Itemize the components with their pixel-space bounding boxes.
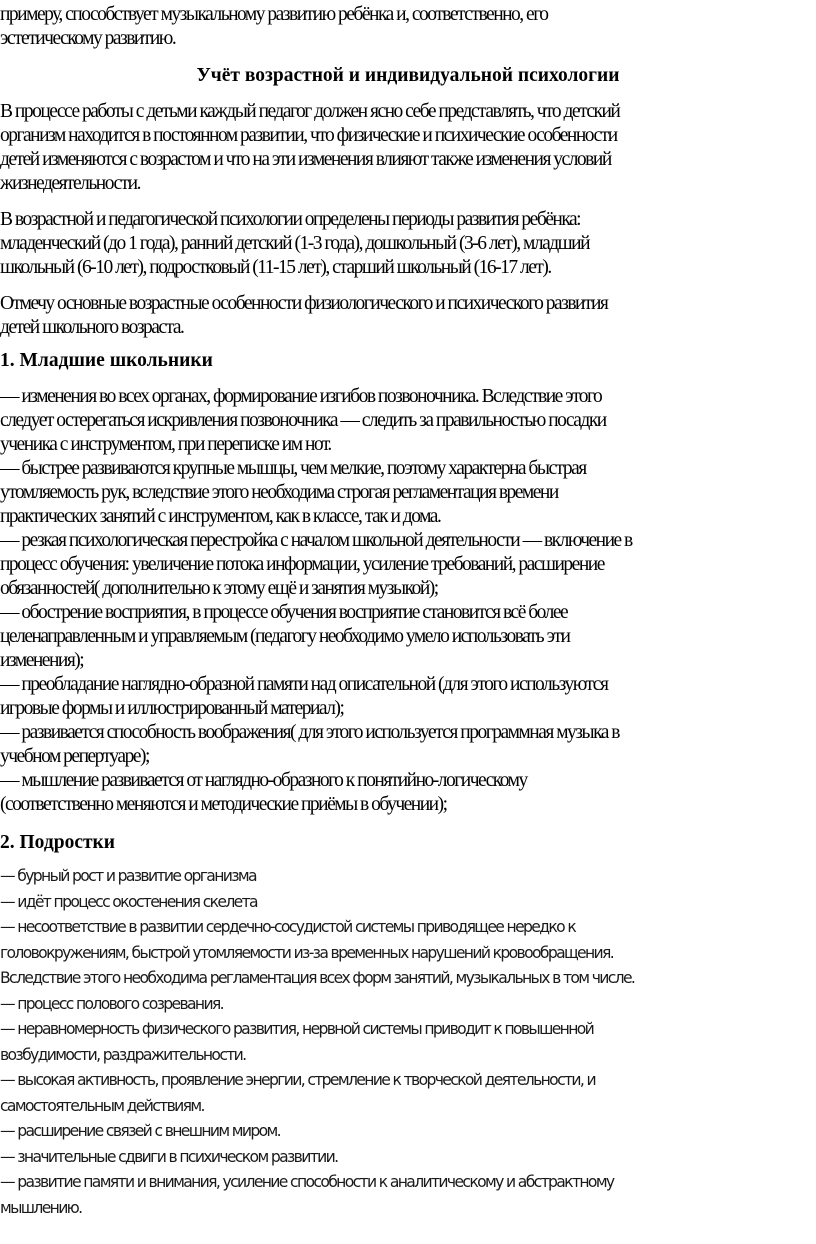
text-line: школьный (6-10 лет), подростковый (11-15 лет), старший школьный (16-17 лет). (0, 257, 551, 278)
text-line: жизнедеятельности. (0, 173, 140, 194)
list-line: (соответственно меняются и методические приёмы в обучении); (0, 794, 447, 815)
list-teenagers (0, 864, 816, 1221)
paragraph-features (0, 292, 816, 340)
list-line: процесс обучения: увеличение потока информации, усиление требований, расширение (0, 554, 604, 575)
list-line: изменения); (0, 650, 84, 671)
intro-paragraph (0, 3, 816, 51)
text-line: В возрастной и педагогической психологии определены периоды развития ребёнка: (0, 209, 581, 230)
heading-teenagers: 2. Подростки (0, 832, 116, 853)
paragraph-age-periods (0, 208, 816, 280)
paragraph-development (0, 100, 816, 196)
list-line: — несоответствие в развитии сердечно-сосудистой системы приводящее нередко к (0, 918, 576, 936)
list-line: — обострение восприятия, в процессе обучения восприятие становится всё более (0, 602, 568, 623)
list-line: — быстрее развиваются крупные мышцы, чем мелкие, поэтому характерна быстрая (0, 458, 586, 479)
list-line: — развитие памяти и внимания, усиление способности к аналитическому и абстрактному (0, 1173, 614, 1191)
list-line: головокружениям, быстрой утомляемости из-за временных нарушений кровообращения. (0, 943, 614, 962)
list-line: — мышление развивается от наглядно-образного к понятийно-логическому (0, 770, 527, 791)
list-line: Вследствие этого необходима регламентация всех форм занятий, музыкальных в том числе. (0, 969, 635, 987)
text-line: организм находится в постоянном развитии, что физические и психические особенности (0, 125, 617, 146)
list-line: обязанностей( дополнительно к этому ещё и занятия музыкой); (0, 578, 438, 599)
list-line: — резкая психологическая перестройка с началом школьной деятельности — включение в (0, 530, 632, 551)
list-line: практических занятий с инструментом, как в классе, так и дома. (0, 506, 441, 527)
list-line: — бурный рост и развитие организма (0, 867, 256, 885)
list-line: — изменения во всех органах, формирование изгибов позвоночника. Вследствие этого (0, 386, 602, 407)
list-line: — развивается способность воображения( для этого используется программная музыка в (0, 722, 620, 743)
list-line: возбудимости, раздражительности. (0, 1045, 246, 1064)
list-line: — идёт процесс окостенения скелета (0, 892, 257, 911)
text-line: примеру, способствует музыкальному развитию ребёнка и, соответственно, его (0, 4, 548, 25)
list-line: целенаправленным и управляемым (педагогу необходимо умело использовать эти (0, 626, 570, 647)
list-line: — процесс полового созревания. (0, 994, 223, 1013)
list-line: самостоятельным действиям. (0, 1096, 204, 1115)
heading-younger-pupils: 1. Младшие школьники (0, 350, 213, 371)
list-line: — высокая активность, проявление энергии, стремление к творческой деятельности, и (0, 1071, 596, 1089)
list-line: — преобладание наглядно-образной памяти над описательной (для этого используются (0, 674, 608, 695)
text-line: детей изменяются с возрастом и что на эти изменения влияют также изменения условий (0, 149, 611, 170)
text-line: младенческий (до 1 года), ранний детский (1-3 года), дошкольный (3-6 лет), младший (0, 233, 590, 254)
list-line: мышлению. (0, 1198, 82, 1217)
list-line: — значительные сдвиги в психическом развитии. (0, 1147, 338, 1166)
list-younger-pupils (0, 385, 816, 817)
text-line: детей школьного возраста. (0, 317, 184, 338)
section-title: Учёт возрастной и индивидуальной психологии (196, 65, 620, 86)
text-line: В процессе работы с детьми каждый педагог должен ясно себе представлять, что детский (0, 101, 620, 122)
list-line: ученика с инструментом, при переписке им нот. (0, 434, 331, 455)
text-line: эстетическому развитию. (0, 28, 176, 49)
list-line: учебном репертуаре); (0, 746, 149, 767)
list-line: следует остерегаться искривления позвоночника — следить за правильностью посадки (0, 410, 606, 431)
list-line: — неравномерность физического развития, нервной системы приводит к повышенной (0, 1020, 594, 1038)
list-line: утомляемость рук, вследствие этого необходима строгая регламентация времени (0, 482, 558, 503)
text-line: Отмечу основные возрастные особенности физиологического и психического развития (0, 293, 608, 314)
list-line: — расширение связей с внешним миром. (0, 1122, 280, 1140)
list-line: игровые формы и иллюстрированный материал); (0, 698, 344, 719)
